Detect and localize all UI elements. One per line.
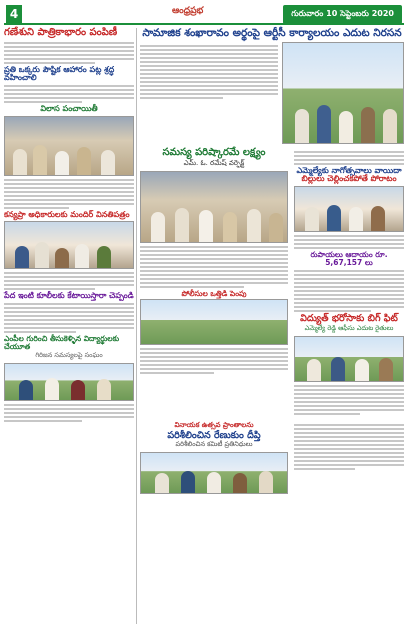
left-headline-5: పేద ఇంటి కూలీలకు కేటాయిస్తారా చెప్పండి [4, 291, 134, 301]
mid-headline: సమస్య పరిష్కారమే లక్ష్యం [162, 147, 266, 159]
left-headline-1: గణేశుని పాత్రికాభారం పంపిణీ [4, 27, 118, 38]
article-text [4, 179, 134, 209]
protest-photo [4, 221, 134, 269]
road-photo [140, 299, 288, 345]
left-headline-3: విలాస పంచాయితీ [40, 104, 98, 114]
power-subhead: ఎమ్మెల్యే రెడ్డి ఆఫీసు ఎదుట రైతులు [304, 323, 394, 332]
left-subhead-6: గిరిజన సమస్యలపై సంఘం [35, 351, 103, 360]
amount-line: రుపాయలు ఆదాయం రూ. 5,67,157 లు [310, 249, 388, 267]
site-visit-photo [140, 452, 288, 494]
top-article-text [140, 42, 278, 144]
issue-date: గురువారం 10 సెప్టెంబరు 2020 [283, 5, 402, 24]
article-text [4, 303, 134, 333]
right-headline-1: ఎమ్మెల్యేకు నాగోత్సవాలు వాయిదా [296, 166, 402, 176]
farmers-photo [294, 336, 404, 382]
page-number: 4 [6, 5, 22, 23]
rtc-office-photo [282, 42, 404, 144]
article-text [294, 270, 404, 312]
article-text [294, 151, 404, 165]
flood-kicker: వినాయక ఉత్సవ ప్రాంతాలను [174, 420, 254, 429]
article-text [4, 85, 134, 103]
header-rule [4, 23, 404, 25]
paper-name: ఆంధ్రప్రభ [172, 6, 204, 16]
flood-headline: పరిశీలించిన రేణుకుం దీప్తి [167, 429, 261, 441]
article-text [4, 272, 134, 290]
road-headline: పోలీసుల ఒత్తిడి పెంపు [181, 288, 247, 298]
right-headline-2: బిల్లులు చెల్లించకపోతే పోరాటం [301, 174, 397, 184]
column-divider [136, 28, 137, 624]
committee-photo [294, 186, 404, 232]
article-text [4, 404, 134, 422]
left-headline-2: ప్రతి ఒక్కరు పౌష్టిక ఆహారం పట్ల శ్రద్ధ వహించాలి [4, 64, 115, 82]
article-text [140, 348, 288, 374]
meeting-photo [4, 116, 134, 176]
left-headline-6: ఎంపీల గురించి తీసుకెళ్ళిన విద్యార్థులకు చేయూత [4, 334, 120, 352]
article-text [294, 385, 404, 415]
top-headline: సామాజిక శంఖారావం అర్థంపై ఆర్టీసీ కార్యాలయం ఎదుట నిరసన [142, 27, 402, 39]
left-headline-4: కన్యప్రా అధికారులకు మందిర్ వినతిపత్రం [4, 209, 130, 219]
students-photo [4, 363, 134, 401]
mid-subhead: ఎమ్. ఓ. రమేష్ వర్ఫెక్ట్ [183, 158, 245, 167]
article-text [294, 235, 404, 249]
article-text [140, 246, 288, 288]
power-headline: విద్యుత్ భరోసాకు బిగ్ ఫిట్ [300, 312, 398, 324]
left-column [4, 28, 134, 624]
right-column [140, 28, 404, 624]
press-meet-photo [140, 171, 288, 243]
flood-subhead: పరిశీలించిన కమిటీ ప్రతినిధులు [175, 440, 253, 449]
article-text [294, 424, 404, 470]
article-text [4, 42, 134, 64]
